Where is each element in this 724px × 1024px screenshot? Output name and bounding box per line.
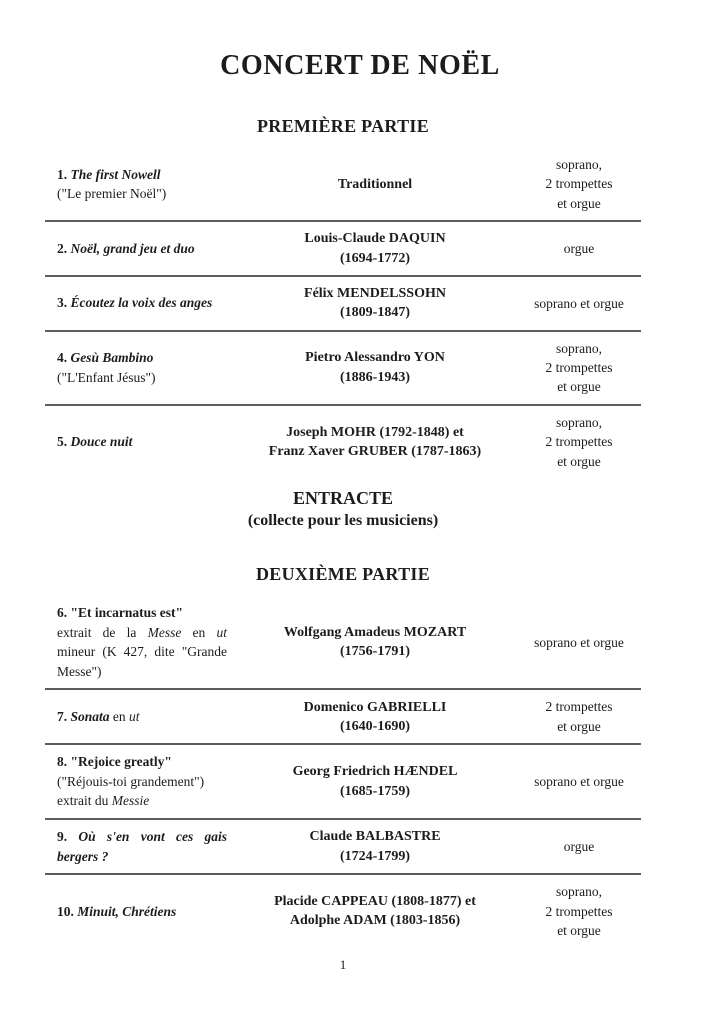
note-segment-italic: Messie — [111, 793, 150, 809]
instrumentation-cell — [517, 413, 641, 471]
piece-title: Minuit, Chrétiens — [77, 903, 177, 919]
piece-note: ("Réjouis-toi grandement") — [57, 773, 205, 789]
composer-cell — [233, 762, 517, 801]
program-row-1 — [45, 148, 641, 222]
piece-title: Gesù Bambino — [70, 350, 154, 366]
piece-cell — [45, 165, 233, 204]
description-segment: ut — [216, 624, 227, 640]
composer-line: (1756-1791) — [340, 644, 410, 660]
piece-title: The first Nowell — [70, 166, 161, 182]
piece-cell — [45, 707, 233, 727]
instrumentation-line: soprano, — [555, 157, 603, 172]
program-row-4 — [45, 332, 641, 406]
instrumentation-cell — [517, 339, 641, 397]
instrumentation-line: 2 trompettes — [545, 434, 613, 450]
instrumentation-line: soprano et orgue — [534, 773, 624, 789]
program-table-part1 — [45, 148, 641, 478]
description-segment: en — [181, 624, 217, 640]
piece-title-suffix-italic: ut — [129, 709, 140, 725]
instrumentation-cell — [517, 239, 641, 258]
instrumentation-line: et orgue — [557, 718, 601, 734]
piece-note-2 — [57, 791, 227, 811]
description-segment: extrait de la — [57, 624, 148, 640]
piece-cell — [45, 603, 233, 681]
composer-cell — [233, 175, 517, 194]
instrumentation-line: soprano, — [555, 884, 603, 900]
piece-title-suffix: en — [109, 709, 130, 725]
entracte-heading: ENTRACTE — [292, 488, 394, 509]
composer-line: (1809-1847) — [340, 305, 410, 321]
composer-cell — [233, 623, 517, 662]
program-row-8 — [45, 745, 641, 820]
instrumentation-line: orgue — [563, 240, 595, 256]
composer-line: (1886-1943) — [340, 369, 410, 385]
piece-title: "Rejoice greatly" — [70, 754, 172, 770]
composer-cell — [233, 423, 517, 462]
composer-line: Pietro Alessandro YON — [305, 350, 445, 366]
composer-line: Claude BALBASTRE — [309, 829, 441, 845]
composer-line: (1685-1759) — [340, 783, 410, 799]
program-row-2 — [45, 222, 641, 277]
composer-cell — [233, 698, 517, 737]
piece-title: Douce nuit — [70, 434, 133, 450]
piece-number: 5. — [57, 434, 68, 450]
piece-cell — [45, 432, 233, 452]
piece-cell — [45, 239, 233, 259]
instrumentation-line: et orgue — [557, 379, 601, 395]
instrumentation-cell — [517, 697, 641, 736]
instrumentation-line: soprano, — [555, 414, 603, 430]
piece-number: 4. — [57, 350, 68, 366]
instrumentation-line: et orgue — [557, 923, 601, 938]
instrumentation-line: soprano, — [555, 340, 603, 356]
composer-cell — [233, 348, 517, 387]
document-content — [45, 114, 641, 973]
instrumentation-line: et orgue — [557, 453, 601, 469]
instrumentation-line: soprano et orgue — [534, 295, 624, 311]
instrumentation-cell — [517, 633, 641, 652]
instrumentation-line: et orgue — [557, 195, 601, 211]
program-row-10 — [45, 875, 641, 947]
section-heading-part2: DEUXIÈME PARTIE — [255, 564, 431, 585]
composer-cell — [233, 284, 517, 323]
composer-cell — [233, 229, 517, 268]
entracte-note: (collecte pour les musiciens) — [247, 512, 439, 530]
instrumentation-line: 2 trompettes — [545, 699, 613, 715]
piece-title: Où s'en vont ces gais bergers ? — [57, 829, 227, 864]
piece-cell — [45, 752, 233, 811]
composer-line: Joseph MOHR (1792-1848) et — [286, 424, 464, 440]
description-segment: mineur (K 427, dite "Grande Messe") — [57, 644, 227, 679]
piece-number: 3. — [57, 295, 68, 311]
composer-line: Traditionnel — [337, 176, 413, 192]
composer-line: (1640-1690) — [340, 718, 410, 734]
program-row-5 — [45, 406, 641, 478]
instrumentation-cell — [517, 155, 641, 213]
composer-cell — [233, 892, 517, 931]
composer-line: Franz Xaver GRUBER (1787-1863) — [268, 444, 482, 460]
note-segment: extrait du — [57, 793, 112, 809]
piece-number: 8. — [57, 754, 68, 770]
piece-title: Écoutez la voix des anges — [70, 295, 213, 311]
piece-number: 2. — [57, 240, 68, 256]
piece-title: Sonata — [70, 709, 110, 725]
program-row-9 — [45, 820, 641, 875]
page-number: 1 — [339, 957, 347, 973]
composer-line: Louis-Claude DAQUIN — [304, 231, 446, 247]
description-segment: Messe — [147, 624, 182, 640]
composer-line: Adolphe ADAM (1803-1856) — [289, 913, 461, 929]
piece-number: 9. — [57, 829, 68, 844]
composer-line: (1694-1772) — [340, 250, 410, 266]
piece-cell — [45, 293, 233, 313]
instrumentation-line: 2 trompettes — [545, 903, 613, 919]
piece-cell — [45, 827, 233, 866]
instrumentation-cell — [517, 294, 641, 313]
piece-number: 10. — [57, 903, 74, 919]
composer-cell — [233, 827, 517, 866]
piece-number: 6. — [57, 605, 68, 621]
instrumentation-cell — [517, 837, 641, 856]
instrumentation-cell — [517, 772, 641, 791]
program-row-6 — [45, 596, 641, 690]
program-row-3 — [45, 277, 641, 332]
composer-line: Wolfgang Amadeus MOZART — [283, 625, 467, 640]
piece-note: ("L'Enfant Jésus") — [57, 369, 156, 385]
piece-number: 1. — [57, 166, 68, 182]
instrumentation-line: orgue — [563, 838, 595, 854]
composer-line: (1724-1799) — [340, 848, 410, 864]
piece-cell — [45, 902, 233, 922]
piece-description — [57, 623, 227, 682]
instrumentation-cell — [517, 882, 641, 940]
piece-note: ("Le premier Noël") — [57, 186, 167, 202]
composer-line: Placide CAPPEAU (1808-1877) et — [274, 893, 476, 909]
piece-title: "Et incarnatus est" — [70, 605, 183, 621]
piece-number: 7. — [57, 709, 68, 725]
instrumentation-line: 2 trompettes — [545, 360, 613, 375]
entracte-section — [45, 486, 641, 532]
composer-line: Félix MENDELSSOHN — [304, 285, 446, 301]
program-row-7 — [45, 690, 641, 745]
piece-cell — [45, 348, 233, 387]
instrumentation-line: soprano et orgue — [534, 634, 624, 650]
composer-line: Georg Friedrich HÆNDEL — [292, 764, 458, 780]
section-heading-part1: PREMIÈRE PARTIE — [256, 116, 430, 136]
instrumentation-line: 2 trompettes — [545, 176, 613, 192]
piece-title: Noël, grand jeu et duo — [70, 240, 195, 256]
program-table-part2 — [45, 596, 641, 947]
page-title: CONCERT DE NOËL — [220, 50, 500, 81]
composer-line: Domenico GABRIELLI — [303, 699, 447, 715]
